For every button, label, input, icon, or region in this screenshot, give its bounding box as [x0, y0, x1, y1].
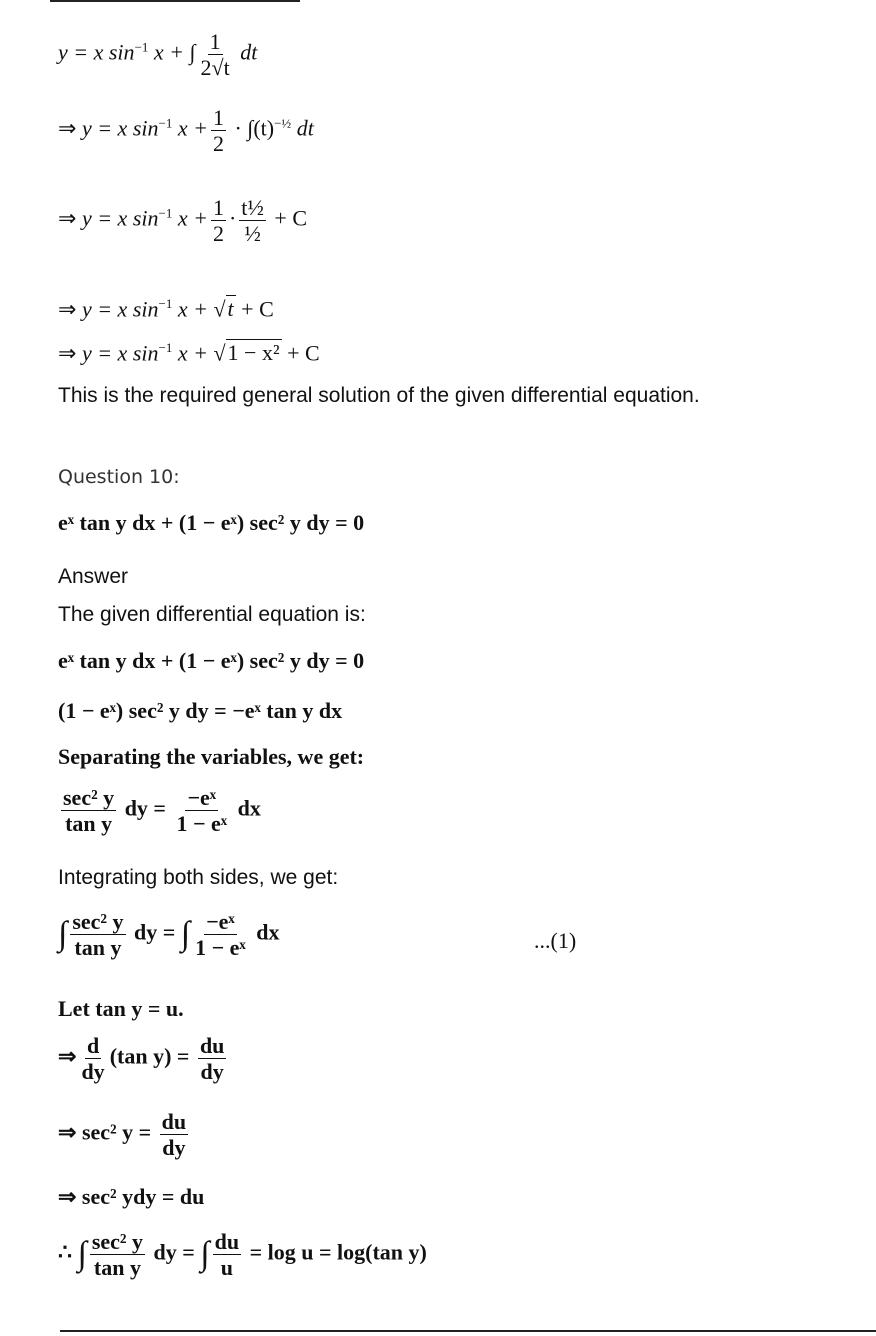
question-equation: eˣ tan y dx + (1 − eˣ) sec² y dy = 0 [58, 510, 365, 535]
answer-equation-8: ∴ ∫ $\frac{\text{sec² y}}{\text{tan y}}$ dy = ∫ $\frac{du}{u}$ = log u = log(tan y) [58, 1229, 427, 1281]
solution-line-3: ⇒ y = x $\sin^{-1} x$ + $\frac{1}{2}$ · $\frac{\text{t½}}{\text{½}}$ + C [58, 195, 308, 247]
answer-heading: Answer [58, 565, 129, 588]
bottom-rule [60, 1330, 876, 1332]
answer-equation-1: eˣ tan y dx + (1 − eˣ) sec² y dy = 0 [58, 648, 365, 673]
answer-intro: The given differential equation is: [58, 603, 366, 626]
answer-equation-4: ∫ $\frac{\text{sec² y}}{\text{tan y}}$ dy = ∫ $\frac{\text{−eˣ}}{\text{1 − eˣ}}$ dx [58, 909, 280, 961]
solution-line-5: ⇒ y = x $\sin^{-1} x + √1 - x^2 + C$ [58, 340, 320, 366]
question-heading: Question 10: [58, 466, 180, 488]
answer-equation-3: $\frac{\text{sec² y}}{\text{tan y}}$ dy = $\frac{\text{−eˣ}}{\text{1 − eˣ}}$ dx [63, 785, 261, 837]
answer-equation-7: ⇒ sec² ydy = du [58, 1184, 205, 1209]
answer-equation-6: ⇒ sec² y = $\frac{du}{dy}$ [58, 1109, 187, 1161]
equation-number: ...(1) [534, 928, 577, 953]
separating-text: Separating the variables, we get: [58, 744, 365, 769]
solution-line-1: y = x $\sin^{-1} x$ + ∫ $\frac{1}{2√t}$ dt [58, 29, 258, 81]
top-rule [50, 0, 300, 2]
solution-conclusion: This is the required general solution of the given differential equation. [58, 384, 700, 407]
solution-line-2: ⇒ y = x $\sin^{-1} x$ + $\frac{1}{2}$ · $\int(t)^{-\frac{1}{2}}$ dt [58, 105, 314, 157]
let-statement: Let tan y = u. [58, 996, 184, 1021]
answer-equation-2: (1 − eˣ) sec² y dy = −eˣ tan y dx [58, 698, 343, 723]
answer-equation-5: ⇒ $\frac{d}{dy}$ (tan y) = $\frac{du}{dy}$ [58, 1033, 225, 1085]
integrating-text: Integrating both sides, we get: [58, 866, 339, 889]
solution-line-4: ⇒ y = x $\sin^{-1} x + √t + C$ [58, 296, 274, 322]
